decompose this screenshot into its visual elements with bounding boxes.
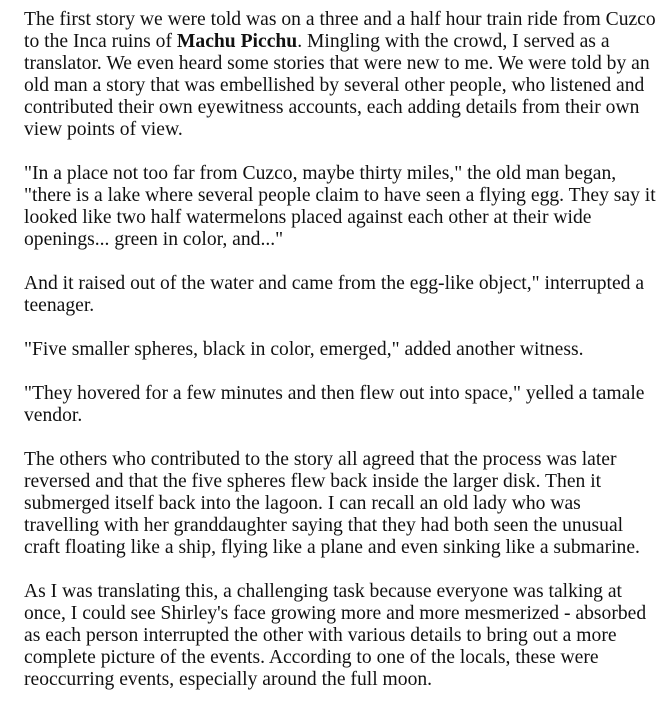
paragraph-others: The others who contributed to the story all agreed that the process was later reversed and that the five spheres flew back inside the larger disk. Then it submerged itself back into the lagoon. I can recall an old lady who was travelling with her granddaughter saying that they had both seen the unusual craft floating like a ship, flying like a plane and even sinking like a submarine.	[24, 449, 640, 558]
paragraph-teenager: And it raised out of the water and came from the egg-like object," interrupted a teenager.	[24, 273, 645, 316]
paragraph-witness: "Five smaller spheres, black in color, emerged," added another witness.	[24, 339, 584, 360]
document-body	[24, 9, 660, 691]
paragraph-text: . Mingling with the crowd, I served as a translator. We even heard some stories that were new to me. We were told by an old man a story that was embellished by several other people, who listened and contributed their own eyewitness accounts, each adding details from their own view points of view.	[24, 31, 650, 140]
paragraph-old-man: "In a place not too far from Cuzco, maybe thirty miles," the old man began, "there is a lake where several people claim to have seen a flying egg. They say it looked like two half watermelons placed against each other at their wide openings... green in color, and..."	[24, 163, 656, 250]
paragraph-vendor: "They hovered for a few minutes and then flew out into space," yelled a tamale vendor.	[24, 383, 645, 426]
place-name-bold: Machu Picchu	[176, 31, 298, 52]
paragraph-text: The first story we were told was on a three and a half hour train ride from Cuzco to the Inca ruins of	[24, 9, 656, 52]
paragraph-train-ride	[24, 9, 660, 141]
paragraph-translating: As I was translating this, a challenging task because everyone was talking at once, I could see Shirley's face growing more and more mesmerized - absorbed as each person interrupted the other with various details to bring out a more complete picture of the events. According to one of the locals, these were reoccurring events, especially around the full moon.	[24, 581, 647, 690]
